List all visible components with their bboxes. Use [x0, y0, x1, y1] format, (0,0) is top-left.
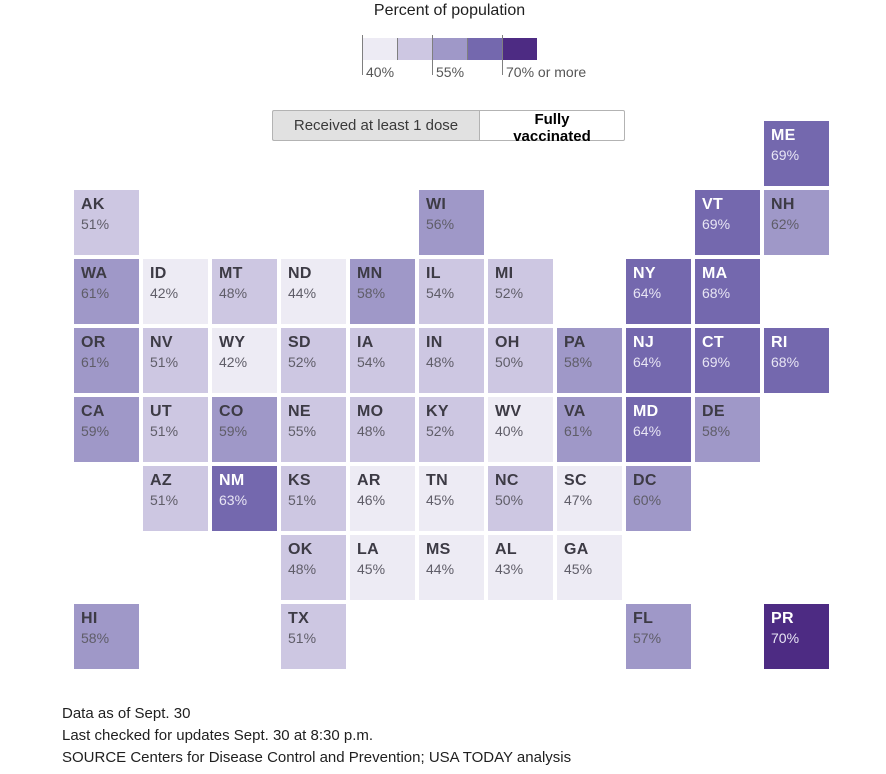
state-percent: 51% [150, 423, 179, 439]
state-abbr: DC [633, 472, 657, 489]
state-abbr: MO [357, 403, 384, 420]
state-abbr: NE [288, 403, 311, 420]
state-tile-TX[interactable] [281, 604, 346, 669]
state-tile-NH[interactable] [764, 190, 829, 255]
legend-tick-70 [502, 35, 503, 75]
state-abbr: WY [219, 334, 246, 351]
state-abbr: WV [495, 403, 522, 420]
state-abbr: DE [702, 403, 725, 420]
state-tile-NY[interactable] [626, 259, 691, 324]
state-tile-PA[interactable] [557, 328, 622, 393]
state-tile-NE[interactable] [281, 397, 346, 462]
state-tile-NJ[interactable] [626, 328, 691, 393]
state-percent: 48% [357, 423, 386, 439]
state-percent: 46% [357, 492, 386, 508]
legend-tick-55 [432, 35, 433, 75]
state-abbr: ND [288, 265, 312, 282]
state-percent: 51% [150, 492, 179, 508]
state-abbr: VA [564, 403, 586, 420]
state-percent: 54% [357, 354, 386, 370]
state-tile-AR[interactable] [350, 466, 415, 531]
state-abbr: MN [357, 265, 383, 282]
state-abbr: FL [633, 610, 654, 627]
state-abbr: ID [150, 265, 167, 282]
state-tile-CO[interactable] [212, 397, 277, 462]
state-percent: 43% [495, 561, 524, 577]
state-abbr: LA [357, 541, 379, 558]
state-tile-IA[interactable] [350, 328, 415, 393]
state-abbr: ME [771, 127, 796, 144]
state-percent: 60% [633, 492, 662, 508]
state-abbr: PA [564, 334, 586, 351]
state-abbr: MD [633, 403, 659, 420]
state-abbr: NV [150, 334, 173, 351]
state-tile-AZ[interactable] [143, 466, 208, 531]
state-percent: 70% [771, 630, 800, 646]
state-abbr: NH [771, 196, 795, 213]
state-tile-NC[interactable] [488, 466, 553, 531]
state-percent: 51% [288, 492, 317, 508]
state-tile-ID[interactable] [143, 259, 208, 324]
state-percent: 69% [771, 147, 800, 163]
state-tile-FL[interactable] [626, 604, 691, 669]
state-tile-KY[interactable] [419, 397, 484, 462]
state-percent: 45% [426, 492, 455, 508]
state-tile-HI[interactable] [74, 604, 139, 669]
state-abbr: WI [426, 196, 447, 213]
legend-title: Percent of population [373, 2, 526, 19]
source-notes [62, 703, 571, 769]
state-percent: 69% [702, 216, 731, 232]
state-percent: 51% [81, 216, 110, 232]
state-percent: 56% [426, 216, 455, 232]
state-abbr: MI [495, 265, 514, 282]
legend-color-scale [362, 38, 537, 60]
state-abbr: HI [81, 610, 98, 627]
state-tile-ND[interactable] [281, 259, 346, 324]
state-percent: 47% [564, 492, 593, 508]
state-abbr: CT [702, 334, 724, 351]
state-percent: 57% [633, 630, 662, 646]
legend-tick-40 [362, 35, 363, 75]
state-tile-OR[interactable] [74, 328, 139, 393]
state-percent: 68% [771, 354, 800, 370]
legend-swatch-1 [362, 38, 397, 60]
data-as-of-note: Data as of Sept. 30 [62, 705, 191, 722]
state-tile-LA[interactable] [350, 535, 415, 600]
legend [362, 2, 587, 80]
state-abbr: NC [495, 472, 519, 489]
state-abbr: NM [219, 472, 245, 489]
state-abbr: IL [426, 265, 441, 282]
state-abbr: KS [288, 472, 311, 489]
state-percent: 52% [288, 354, 317, 370]
state-tile-MI[interactable] [488, 259, 553, 324]
state-abbr: PR [771, 610, 794, 627]
state-percent: 55% [288, 423, 317, 439]
state-tile-RI[interactable] [764, 328, 829, 393]
state-percent: 52% [426, 423, 455, 439]
state-percent: 61% [564, 423, 593, 439]
state-tile-WV[interactable] [488, 397, 553, 462]
state-percent: 50% [495, 354, 524, 370]
state-tile-MA[interactable] [695, 259, 760, 324]
state-tile-MN[interactable] [350, 259, 415, 324]
state-percent: 59% [81, 423, 110, 439]
state-abbr: WA [81, 265, 108, 282]
state-abbr: MS [426, 541, 451, 558]
state-percent: 69% [702, 354, 731, 370]
state-percent: 45% [357, 561, 386, 577]
legend-tick-minor-2 [467, 38, 468, 60]
state-tile-AK[interactable] [74, 190, 139, 255]
state-tile-OK[interactable] [281, 535, 346, 600]
state-tile-KS[interactable] [281, 466, 346, 531]
state-abbr: SC [564, 472, 587, 489]
state-tile-NV[interactable] [143, 328, 208, 393]
state-percent: 61% [81, 354, 110, 370]
state-abbr: IA [357, 334, 374, 351]
state-tile-MD[interactable] [626, 397, 691, 462]
state-abbr: AL [495, 541, 517, 558]
state-tile-SC[interactable] [557, 466, 622, 531]
state-abbr: TN [426, 472, 448, 489]
state-percent: 61% [81, 285, 110, 301]
state-tile-VA[interactable] [557, 397, 622, 462]
state-percent: 58% [81, 630, 110, 646]
state-percent: 64% [633, 354, 662, 370]
state-percent: 44% [426, 561, 455, 577]
state-abbr: SD [288, 334, 311, 351]
state-percent: 58% [357, 285, 386, 301]
state-abbr: OR [81, 334, 106, 351]
state-percent: 58% [702, 423, 731, 439]
state-tile-DE[interactable] [695, 397, 760, 462]
state-tile-DC[interactable] [626, 466, 691, 531]
state-tile-NM[interactable] [212, 466, 277, 531]
legend-swatch-2 [397, 38, 432, 60]
state-percent: 48% [426, 354, 455, 370]
state-percent: 59% [219, 423, 248, 439]
state-abbr: AR [357, 472, 381, 489]
state-percent: 68% [702, 285, 731, 301]
state-percent: 48% [219, 285, 248, 301]
state-tile-IN[interactable] [419, 328, 484, 393]
state-tile-UT[interactable] [143, 397, 208, 462]
source-line: SOURCE Centers for Disease Control and Prevention; USA TODAY analysis [62, 749, 572, 766]
state-percent: 51% [288, 630, 317, 646]
legend-label-55: 55% [436, 64, 465, 80]
state-tile-ME[interactable] [764, 121, 829, 186]
state-abbr: AK [81, 196, 105, 213]
state-tile-CA[interactable] [74, 397, 139, 462]
toggle-fully-vaccinated-button[interactable]: Fully vaccinated [479, 110, 625, 141]
state-percent: 42% [150, 285, 179, 301]
state-percent: 64% [633, 423, 662, 439]
state-percent: 45% [564, 561, 593, 577]
state-abbr: CO [219, 403, 244, 420]
legend-label-40: 40% [366, 64, 395, 80]
state-tile-MO[interactable] [350, 397, 415, 462]
state-percent: 51% [150, 354, 179, 370]
state-abbr: UT [150, 403, 172, 420]
state-abbr: MT [219, 265, 243, 282]
state-percent: 48% [288, 561, 317, 577]
state-abbr: CA [81, 403, 105, 420]
tile-grid-map [74, 121, 829, 669]
legend-swatch-3 [432, 38, 467, 60]
state-abbr: GA [564, 541, 589, 558]
state-tile-GA[interactable] [557, 535, 622, 600]
state-tile-SD[interactable] [281, 328, 346, 393]
state-tile-CT[interactable] [695, 328, 760, 393]
state-abbr: NY [633, 265, 656, 282]
state-abbr: OH [495, 334, 520, 351]
state-abbr: OK [288, 541, 313, 558]
state-abbr: KY [426, 403, 449, 420]
state-tile-OH[interactable] [488, 328, 553, 393]
state-percent: 62% [771, 216, 800, 232]
state-tile-WY[interactable] [212, 328, 277, 393]
state-abbr: VT [702, 196, 724, 213]
state-tile-PR[interactable] [764, 604, 829, 669]
state-tile-AL[interactable] [488, 535, 553, 600]
state-abbr: IN [426, 334, 443, 351]
last-checked-note: Last checked for updates Sept. 30 at 8:30 p.m. [62, 727, 374, 744]
state-percent: 58% [564, 354, 593, 370]
state-percent: 54% [426, 285, 455, 301]
state-percent: 42% [219, 354, 248, 370]
state-abbr: NJ [633, 334, 655, 351]
state-percent: 44% [288, 285, 317, 301]
state-tile-MS[interactable] [419, 535, 484, 600]
legend-label-70-or-more: 70% or more [506, 64, 587, 80]
state-tile-MT[interactable] [212, 259, 277, 324]
legend-tick-minor-1 [397, 38, 398, 60]
legend-swatch-5 [502, 38, 537, 60]
state-percent: 64% [633, 285, 662, 301]
state-abbr: TX [288, 610, 310, 627]
state-abbr: AZ [150, 472, 172, 489]
state-percent: 40% [495, 423, 524, 439]
state-percent: 63% [219, 492, 248, 508]
state-abbr: MA [702, 265, 728, 282]
legend-swatch-4 [467, 38, 502, 60]
state-tile-VT[interactable] [695, 190, 760, 255]
state-percent: 52% [495, 285, 524, 301]
state-percent: 50% [495, 492, 524, 508]
state-tile-IL[interactable] [419, 259, 484, 324]
toggle-received-1-dose-button[interactable]: Received at least 1 dose [272, 110, 479, 141]
state-abbr: RI [771, 334, 788, 351]
state-tile-WI[interactable] [419, 190, 484, 255]
state-tile-TN[interactable] [419, 466, 484, 531]
state-tile-WA[interactable] [74, 259, 139, 324]
